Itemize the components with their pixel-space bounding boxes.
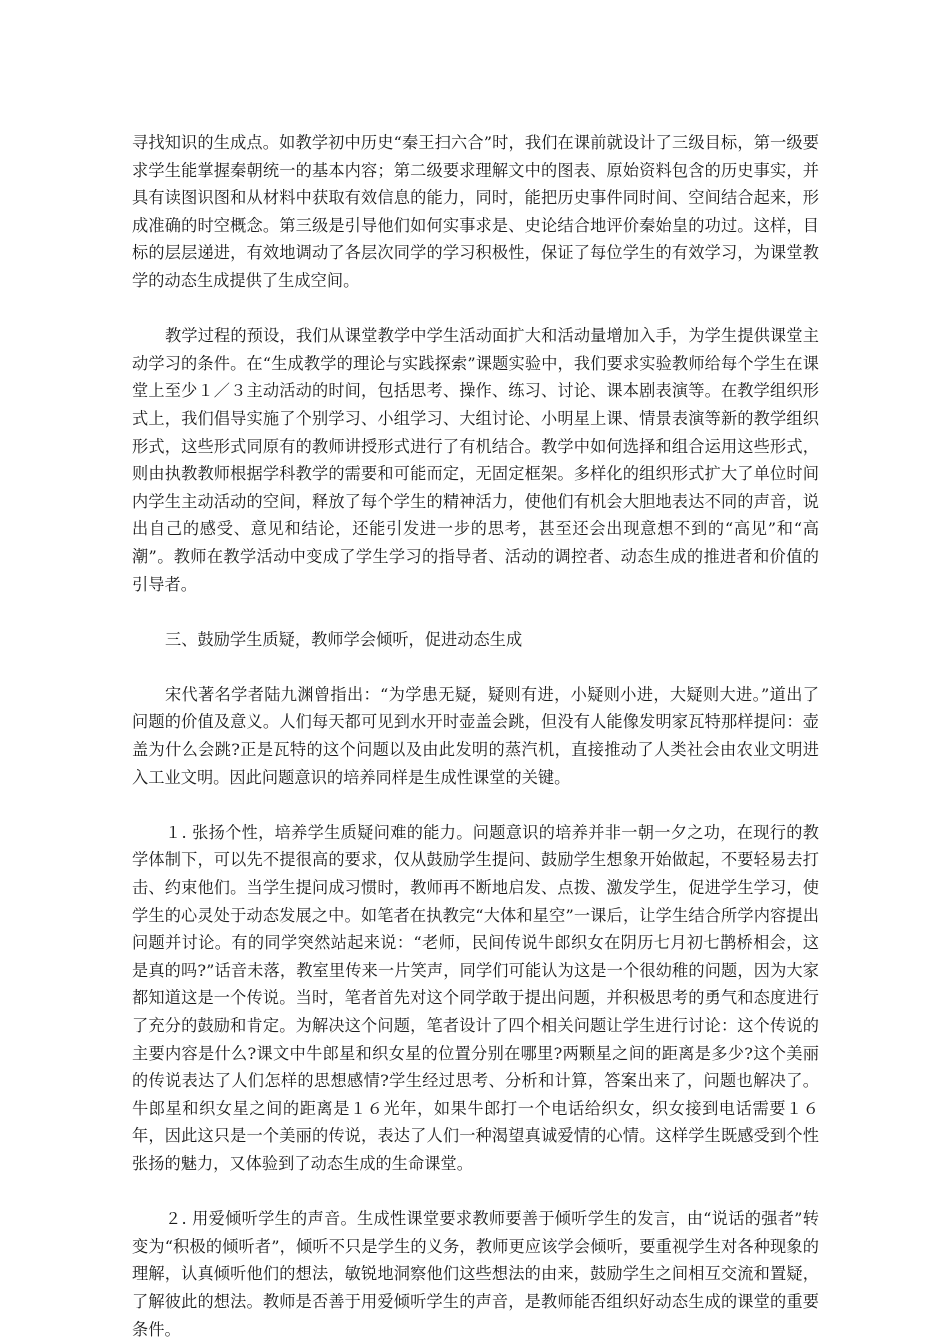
section-heading-encourage-questioning: 三、鼓励学生质疑，教师学会倾听，促进动态生成 xyxy=(165,629,523,649)
paragraph-goals-continued: 寻找知识的生成点。如教学初中历史“秦王扫六合”时，我们在课前就设计了三级目标，第一级要求学生能掌握秦朝统一的基本内容；第二级要求理解文中的图表、原始资料包含的历史事实，并具有读图识图和从材料中获取有效信息的能力，同时，能把历史事件同时间、空间结合起来，形成准确的时空概念。第三级是引导他们如何实事求是、史论结合地评价秦始皇的功过。这样，目标的层层递进，有效地调动了各层次同学的学习积极性，保证了每位学生的有效学习，为课堂教学的动态生成提供了生成空间。 xyxy=(132,133,819,290)
paragraph-lu-jiuyuan-quote: 宋代著名学者陆九渊曾指出：“为学患无疑，疑则有进，小疑则小进，大疑则大进。”道出了问题的价值及意义。人们每天都可见到水开时壶盖会跳，但没有人能像发明家瓦特那样提问：壶盖为什么会跳?正是瓦特的这个问题以及由此发明的蒸汽机，直接推动了人类社会由农业文明进入工业文明。因此问题意识的培养同样是生成性课堂的关键。 xyxy=(132,684,819,787)
paragraph-point-1-individuality: １. 张扬个性，培养学生质疑问难的能力。问题意识的培养并非一朝一夕之功，在现行的教学体制下，可以先不提很高的要求，仅从鼓励学生提问、鼓励学生想象开始做起，不要轻易去打击、约束他们。当学生提问成习惯时，教师再不断地启发、点拨、激发学生，促进学生学习，使学生的心灵处于动态发展之中。如笔者在执教完“大体和星空”一课后，让学生结合所学内容提出问题并讨论。有的同学突然站起来说：“老师，民间传说牛郎织女在阴历七月初七鹊桥相会，这是真的吗?”话音未落，教室里传来一片笑声，同学们可能认为这是一个很幼稚的问题，因为大家都知道这是一个传说。当时，笔者首先对这个同学敢于提出问题，并积极思考的勇气和态度进行了充分的鼓励和肯定。为解决这个问题，笔者设计了四个相关问题让学生进行讨论：这个传说的主要内容是什么?课文中牛郎星和织女星的位置分别在哪里?两颗星之间的距离是多少?这个美丽的传说表达了人们怎样的思想感情?学生经过思考、分析和计算，答案出来了，问题也解决了。牛郎星和织女星之间的距离是１６光年，如果牛郎打一个电话给织女，织女接到电话需要１６年，因此这只是一个美丽的传说，表达了人们一种渴望真诚爱情的心情。这样学生既感受到个性张扬的魅力，又体验到了动态生成的生命课堂。 xyxy=(132,822,819,1173)
paragraph-point-2-listening: ２. 用爱倾听学生的声音。生成性课堂要求教师要善于倾听学生的发言，由“说话的强者”转变为“积极的倾听者”，倾听不只是学生的义务，教师更应该学会倾听，要重视学生对各种现象的理解，认真倾听他们的想法，敏锐地洞察他们这些想法的由来，鼓励学生之间相互交流和置疑，了解彼此的想法。教师是否善于用爱倾听学生的声音，是教师能否组织好动态生成的课堂的重要条件。 xyxy=(132,1209,819,1339)
paragraph-teaching-process: 教学过程的预设，我们从课堂教学中学生活动面扩大和活动量增加入手，为学生提供课堂主动学习的条件。在“生成教学的理论与实践探索”课题实验中，我们要求实验教师给每个学生在课堂上至少１／３主动活动的时间，包括思考、操作、练习、讨论、课本剧表演等。在教学组织形式上，我们倡导实施了个别学习、小组学习、大组讨论、小明星上课、情景表演等新的教学组织形式，这些形式同原有的教师讲授形式进行了有机结合。教学中如何选择和组合运用这些形式，则由执教教师根据学科教学的需要和可能而定，无固定框架。多样化的组织形式扩大了单位时间内学生主动活动的空间，释放了每个学生的精神活力，使他们有机会大胆地表达不同的声音，说出自己的感受、意见和结论，还能引发进一步的思考，甚至还会出现意想不到的“高见”和“高潮”。教师在教学活动中变成了学生学习的指导者、活动的调控者、动态生成的推进者和价值的引导者。 xyxy=(132,326,819,594)
document-body xyxy=(132,129,819,1343)
